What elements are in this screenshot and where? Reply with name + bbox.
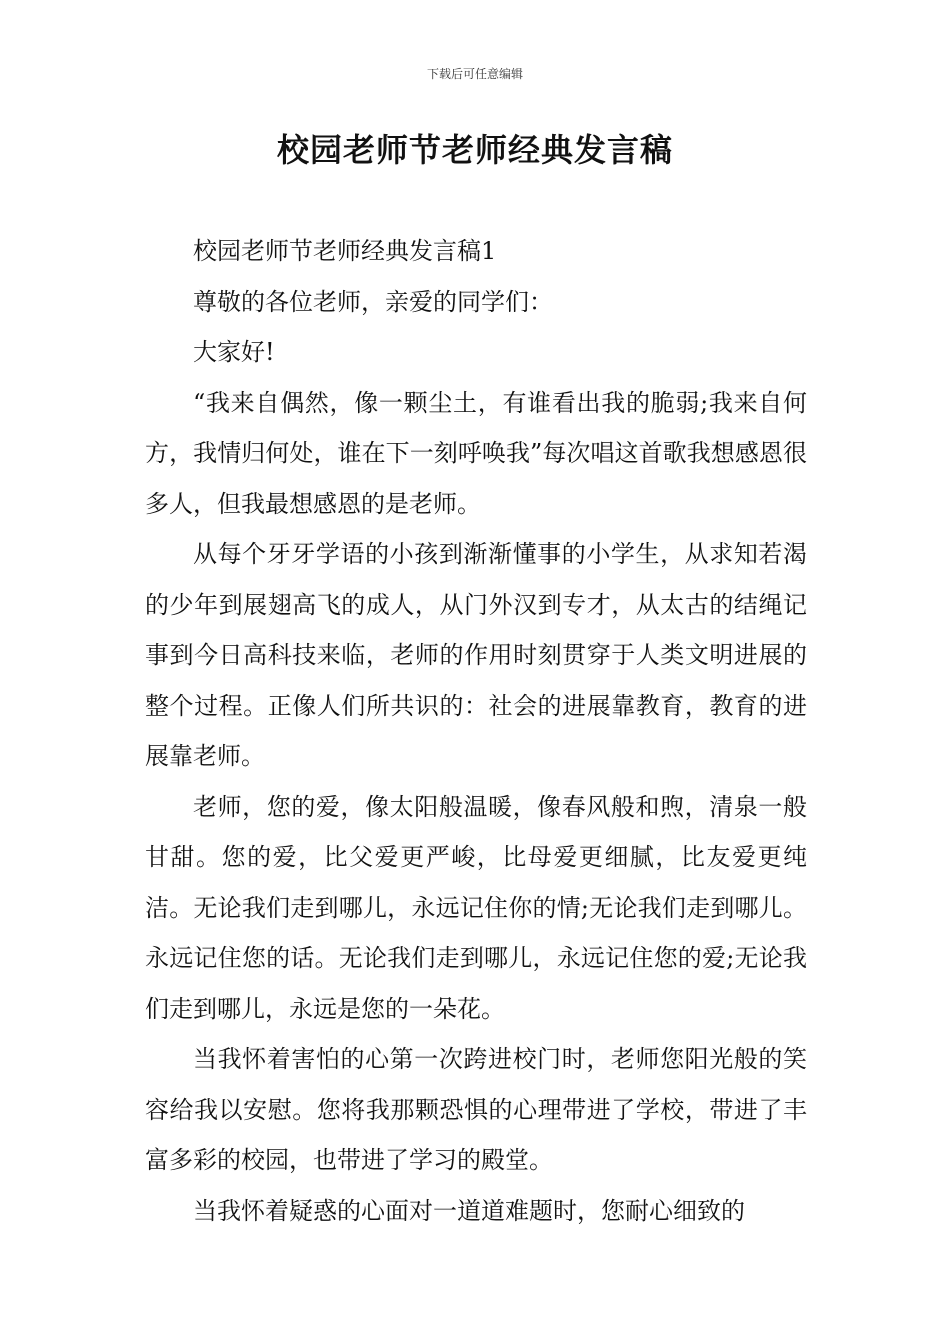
paragraph-subtitle: 校园老师节老师经典发言稿1 — [193, 237, 497, 265]
paragraph-salutation: 尊敬的各位老师，亲爱的同学们： — [193, 287, 553, 316]
paragraph: 当我怀着害怕的心第一次跨进校门时，老师您阳光般的笑容给我以安慰。您将我那颗恐惧的心理带进了学校，带进了丰富多彩的校园，也带进了学习的殿堂。 — [145, 1045, 807, 1174]
paragraph-greeting: 大家好! — [193, 338, 275, 366]
paragraph: 从每个牙牙学语的小孩到渐渐懂事的小学生，从求知若渴的少年到展翅高飞的成人，从门外汉到专才，从太古的结绳记事到今日高科技来临，老师的作用时刻贯穿于人类文明进展的整个过程。正像人们所共识的：社会的进展靠教育，教育的进展靠老师。 — [145, 540, 807, 770]
document-body — [145, 226, 807, 1236]
paragraph: 当我怀着疑惑的心面对一道道难题时，您耐心细致的 — [193, 1196, 745, 1225]
paragraph: 老师，您的爱，像太阳般温暖，像春风般和煦，清泉一般甘甜。您的爱，比父爱更严峻，比母爱更细腻，比友爱更纯洁。无论我们走到哪儿，永远记住你的情;无论我们走到哪儿。永远记住您的话。无论我们走到哪儿，永远记住您的爱;无论我们走到哪儿，永远是您的一朵花。 — [145, 792, 807, 1023]
paragraph: “我来自偶然，像一颗尘土，有谁看出我的脆弱;我来自何方，我情归何处，谁在下一刻呼唤我”每次唱这首歌我想感恩很多人，但我最想感恩的是老师。 — [145, 388, 807, 518]
header-note: 下载后可任意编辑 — [426, 67, 523, 81]
document-title: 校园老师节老师经典发言稿 — [276, 131, 673, 169]
